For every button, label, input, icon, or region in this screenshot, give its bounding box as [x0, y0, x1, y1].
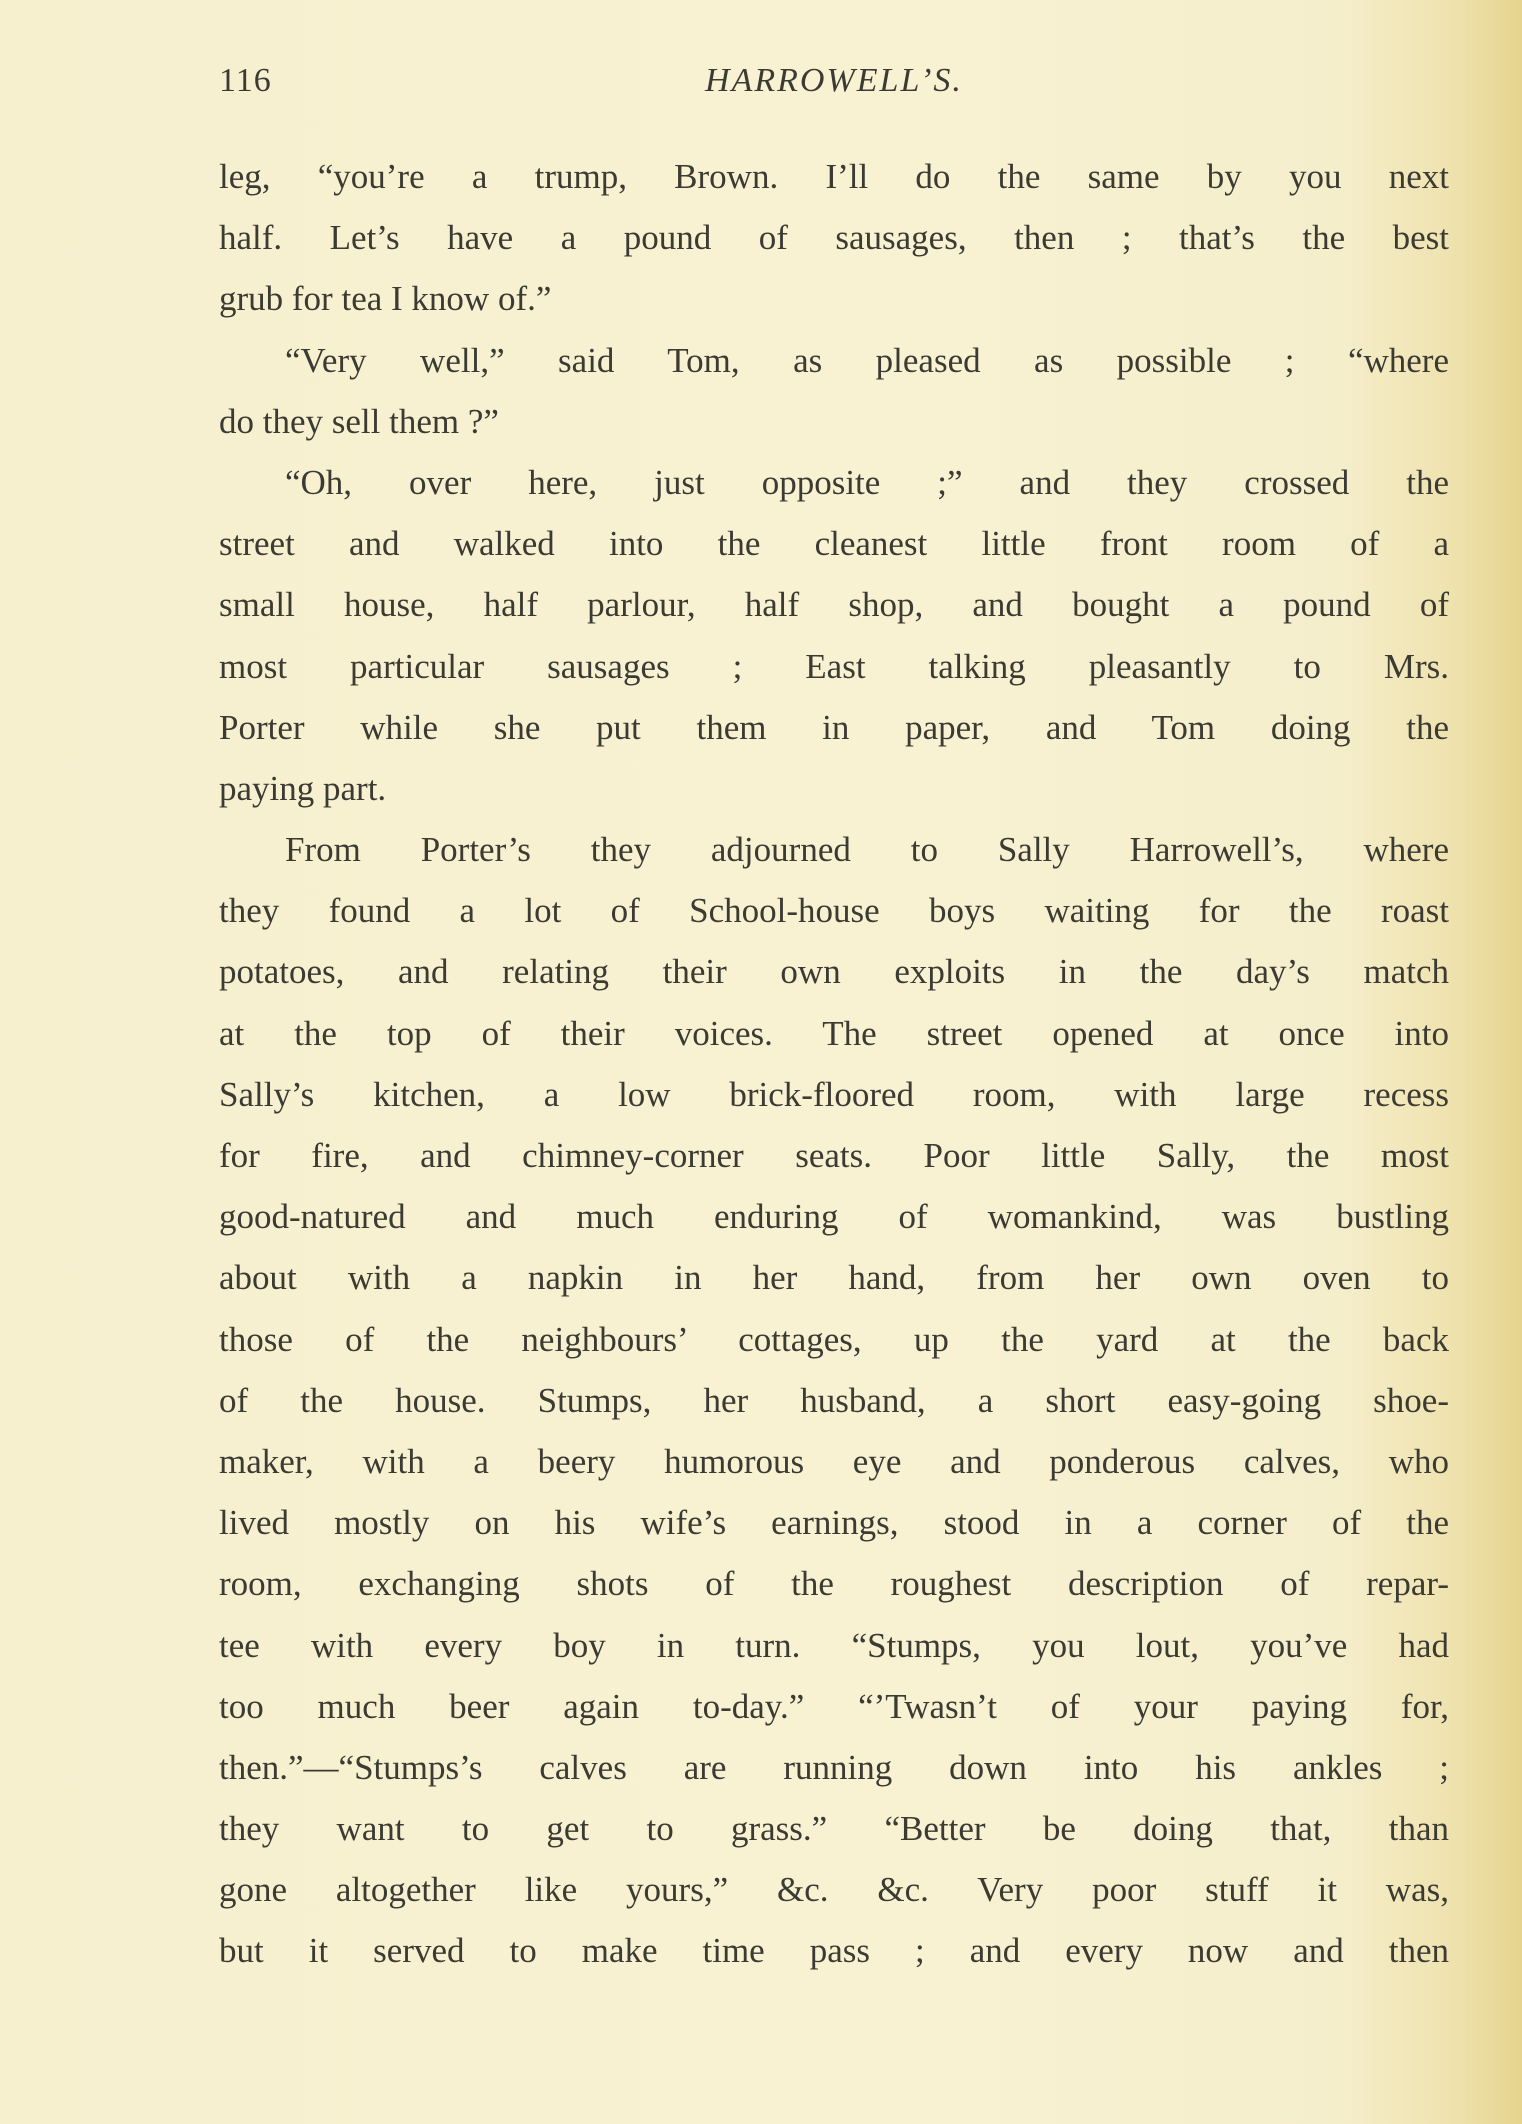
text-line: small house, half parlour, half shop, and bought a pound of: [219, 585, 1449, 625]
running-title: HARROWELL’S.: [705, 62, 963, 99]
text-line: at the top of their voices. The street opened at once into: [219, 1013, 1449, 1053]
text-line: room, exchanging shots of the roughest description of repar-: [219, 1564, 1449, 1604]
text-line: about with a napkin in her hand, from her own oven to: [219, 1258, 1449, 1298]
text-line: From Porter’s they adjourned to Sally Harrowell’s, where: [285, 830, 1449, 870]
text-line: gone altogether like yours,” &c. &c. Very poor stuff it was,: [219, 1870, 1449, 1910]
text-line: most particular sausages ; East talking pleasantly to Mrs.: [219, 646, 1449, 686]
text-line: then.”—“Stumps’s calves are running down into his ankles ;: [219, 1747, 1449, 1787]
text-line: they found a lot of School-house boys waiting for the roast: [219, 891, 1449, 931]
text-line: lived mostly on his wife’s earnings, stood in a corner of the: [219, 1503, 1449, 1543]
text-line: potatoes, and relating their own exploits in the day’s match: [219, 952, 1449, 992]
text-line: “Oh, over here, just opposite ;” and they crossed the: [285, 462, 1449, 502]
text-line: Sally’s kitchen, a low brick-floored room, with large recess: [219, 1074, 1449, 1114]
text-line: too much beer again to-day.” “’Twasn’t of your paying for,: [219, 1686, 1449, 1726]
text-line: tee with every boy in turn. “Stumps, you lout, you’ve had: [219, 1625, 1449, 1665]
text-line: Porter while she put them in paper, and Tom doing the: [219, 707, 1449, 747]
body-text: [219, 152, 1449, 1988]
text-line: grub for tea I know of.”: [219, 279, 552, 319]
running-header: [219, 62, 1449, 112]
text-line: those of the neighbours’ cottages, up the yard at the back: [219, 1319, 1449, 1359]
text-line: “Very well,” said Tom, as pleased as possible ; “where: [285, 340, 1449, 380]
text-line: for fire, and chimney-corner seats. Poor little Sally, the most: [219, 1136, 1449, 1175]
text-line: leg, “you’re a trump, Brown. I’ll do the same by you next: [219, 157, 1449, 196]
text-line: half. Let’s have a pound of sausages, then ; that’s the best: [219, 218, 1449, 258]
text-line: paying part.: [219, 768, 387, 808]
text-line: they want to get to grass.” “Better be doing that, than: [219, 1809, 1449, 1849]
text-line: good-natured and much enduring of womankind, was bustling: [219, 1197, 1449, 1237]
text-line: but it served to make time pass ; and every now and then: [219, 1931, 1449, 1971]
text-line: of the house. Stumps, her husband, a short easy-going shoe-: [219, 1380, 1449, 1420]
text-line: maker, with a beery humorous eye and ponderous calves, who: [219, 1441, 1449, 1481]
text-line: do they sell them ?”: [219, 401, 499, 441]
page-number: 116: [219, 62, 272, 99]
text-line: street and walked into the cleanest little front room of a: [219, 524, 1449, 564]
